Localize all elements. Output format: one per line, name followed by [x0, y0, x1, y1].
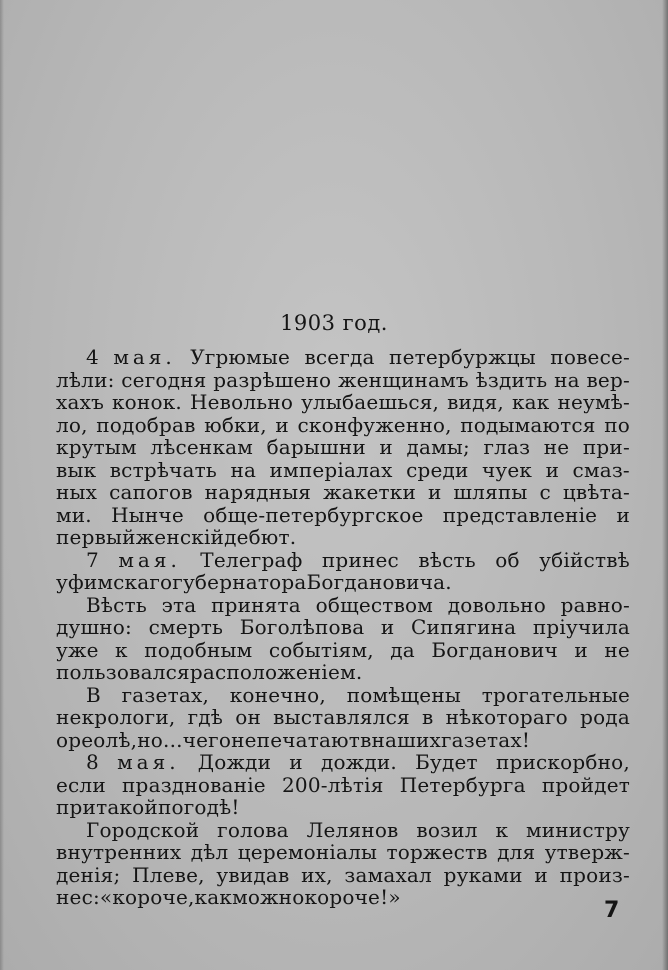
text-line: уфимскаго губернатора Богдановича. — [56, 570, 452, 594]
text-line: нес: «короче, как можно короче!» — [56, 885, 401, 909]
text-line: 4 мая. Угрюмые всегда петербуржцы повесе- — [86, 345, 630, 369]
text-line: внутренних дѣл церемоніалы торжеств для утверж- — [56, 840, 630, 864]
text-line: хахъ конок. Невольно улыбаешься, видя, как неумѣ- — [56, 390, 630, 414]
text-line: ореолѣ, но... чего не печатают в наших газетах! — [56, 727, 531, 752]
page-left-edge-shadow — [0, 0, 4, 970]
text-line: вык встрѣчать на имперіалах среди чуек и смаз- — [56, 457, 630, 482]
diary-text-block — [56, 346, 630, 909]
text-line: уже к подобным событіям, да Богданович и не — [56, 637, 630, 662]
text-line: первый женскій дебют. — [56, 525, 297, 549]
text-line: лѣли: сегодня разрѣшено женщинамъ ѣздить на вер- — [56, 367, 630, 392]
text-line: Вѣсть эта принята обществом довольно равно- — [86, 592, 630, 617]
text-line: душно: смерть Боголѣпова и Сипягина пріучила — [56, 615, 630, 639]
text-line: при такой погодѣ! — [56, 795, 240, 819]
text-line: денія; Плеве, увидав их, замахал руками и произ- — [56, 862, 630, 887]
text-line: ми. Нынче обще-петербургское представленіе и — [56, 502, 630, 527]
text-line: некрологи, гдѣ он выставлялся в нѣкотораго рода — [56, 705, 630, 729]
text-line: ло, подобрав юбки, и сконфуженно, подымаются по — [56, 412, 630, 437]
text-line: В газетах, конечно, помѣщены трогательные — [86, 682, 630, 707]
text-line: Городской голова Лелянов возил к министру — [86, 817, 630, 842]
text-line: пользовался расположеніем. — [56, 660, 363, 684]
text-line: 7 мая. Телеграф принес вѣсть об убійствѣ — [86, 547, 630, 572]
year-heading: 1903 год. — [280, 311, 388, 335]
page-number: 7 — [604, 898, 620, 923]
text-line: если празднованіе 200-лѣтія Петербурга пройдет — [56, 772, 630, 797]
text-line: ных сапогов нарядныя жакетки и шляпы с цвѣта- — [56, 480, 630, 504]
page-right-edge-shadow — [662, 0, 668, 970]
text-line: крутым лѣсенкам барышни и дамы; глаз не при- — [56, 435, 630, 459]
text-line: 8 мая. Дожди и дожди. Будет прискорбно, — [86, 750, 630, 774]
